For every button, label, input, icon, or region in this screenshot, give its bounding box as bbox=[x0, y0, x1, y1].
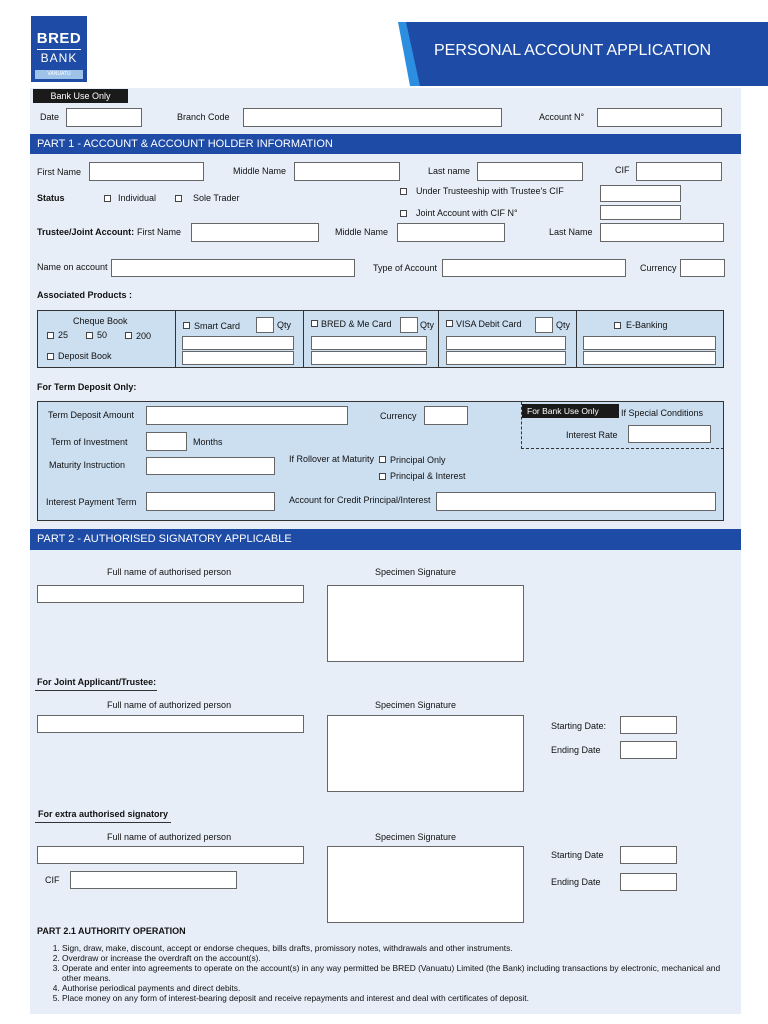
trustee-cif-field[interactable] bbox=[600, 185, 681, 202]
principal-interest-checkbox[interactable] bbox=[379, 473, 386, 480]
visa-debit-checkbox[interactable] bbox=[446, 320, 453, 327]
joint-applicant-heading: For Joint Applicant/Trustee: bbox=[37, 677, 157, 687]
cheque-50-label: 50 bbox=[97, 330, 108, 340]
first-name-label: First Name bbox=[37, 167, 82, 177]
extra-heading-underline bbox=[35, 822, 171, 823]
joint-starting-date-field[interactable] bbox=[620, 716, 677, 734]
specimen-signature-label-2: Specimen Signature bbox=[375, 700, 457, 710]
interest-rate-label: Interest Rate bbox=[566, 430, 618, 440]
extra-ending-date-field[interactable] bbox=[620, 873, 677, 891]
specimen-signature-label-3: Specimen Signature bbox=[375, 832, 457, 842]
date-field[interactable] bbox=[66, 108, 142, 127]
term-deposit-heading: For Term Deposit Only: bbox=[37, 382, 137, 392]
cif-field[interactable] bbox=[636, 162, 722, 181]
products-divider-1 bbox=[175, 310, 176, 368]
bank-use-only-tag: For Bank Use Only bbox=[522, 404, 619, 418]
page-title: PERSONAL ACCOUNT APPLICATION bbox=[434, 42, 712, 59]
extra-starting-date-label: Starting Date bbox=[551, 850, 604, 860]
principal-interest-label: Principal & Interest bbox=[390, 471, 466, 481]
products-divider-3 bbox=[438, 310, 439, 368]
deposit-book-checkbox[interactable] bbox=[47, 353, 54, 360]
joint-name-field[interactable] bbox=[37, 715, 304, 733]
extra-ending-date-label: Ending Date bbox=[551, 877, 601, 887]
smart-card-checkbox[interactable] bbox=[183, 322, 190, 329]
extra-starting-date-field[interactable] bbox=[620, 846, 677, 864]
authority-item: 3. Operate and enter into agreements to operate on the account(s) in any way permitted be BRED (Vanuatu) Limited (the Bank) including transactions by electronic, mechanical and other means. bbox=[62, 963, 738, 983]
cheque-25-label: 25 bbox=[58, 330, 69, 340]
visa-debit-label: VISA Debit Card bbox=[456, 319, 522, 329]
joint-name-label: Full name of authorized person bbox=[107, 700, 232, 710]
associated-products-label: Associated Products : bbox=[37, 290, 133, 300]
first-name-field[interactable] bbox=[89, 162, 204, 181]
part1-heading: PART 1 - ACCOUNT & ACCOUNT HOLDER INFORMATION bbox=[30, 134, 741, 154]
ebanking-line-2[interactable] bbox=[583, 351, 716, 365]
authorised-name-field[interactable] bbox=[37, 585, 304, 603]
td-currency-field[interactable] bbox=[424, 406, 468, 425]
term-investment-label: Term of Investment bbox=[51, 437, 128, 447]
visa-line-2[interactable] bbox=[446, 351, 566, 365]
td-amount-label: Term Deposit Amount bbox=[48, 410, 135, 420]
joint-ending-date-label: Ending Date bbox=[551, 745, 601, 755]
td-amount-field[interactable] bbox=[146, 406, 348, 425]
name-on-account-field[interactable] bbox=[111, 259, 355, 277]
logo-country: VANUATU bbox=[47, 71, 71, 77]
branch-code-label: Branch Code bbox=[177, 112, 230, 122]
joint-account-checkbox[interactable] bbox=[400, 210, 407, 217]
type-of-account-label: Type of Account bbox=[373, 263, 438, 273]
last-name-field[interactable] bbox=[477, 162, 583, 181]
logo-divider bbox=[37, 49, 81, 50]
extra-name-label: Full name of authorized person bbox=[107, 832, 232, 842]
deposit-book-label: Deposit Book bbox=[58, 351, 112, 361]
extra-cif-field[interactable] bbox=[70, 871, 237, 889]
currency-label: Currency bbox=[640, 263, 677, 273]
cif-label: CIF bbox=[615, 165, 630, 175]
sole-trader-checkbox[interactable] bbox=[175, 195, 182, 202]
type-of-account-field[interactable] bbox=[442, 259, 626, 277]
visa-line-1[interactable] bbox=[446, 336, 566, 350]
principal-only-label: Principal Only bbox=[390, 455, 446, 465]
td-currency-label: Currency bbox=[380, 411, 417, 421]
joint-cif-field[interactable] bbox=[600, 205, 681, 220]
cheque-50-checkbox[interactable] bbox=[86, 332, 93, 339]
ebanking-label: E-Banking bbox=[626, 320, 668, 330]
bred-bank-logo bbox=[31, 16, 87, 82]
smart-card-qty-field[interactable] bbox=[256, 317, 274, 333]
trustee-middle-name-field[interactable] bbox=[397, 223, 505, 242]
extra-name-field[interactable] bbox=[37, 846, 304, 864]
joint-account-label: Joint Account with CIF N° bbox=[416, 208, 518, 218]
authority-item: 4. Authorise periodical payments and direct debits. bbox=[62, 983, 738, 993]
name-on-account-label: Name on account bbox=[37, 262, 108, 272]
interest-rate-field[interactable] bbox=[628, 425, 711, 443]
middle-name-field[interactable] bbox=[294, 162, 400, 181]
specimen-signature-box-2[interactable] bbox=[327, 715, 524, 792]
specimen-signature-box-3[interactable] bbox=[327, 846, 524, 923]
bred-me-card-label: BRED & Me Card bbox=[321, 319, 392, 329]
extra-signatory-heading: For extra authorised signatory bbox=[38, 809, 169, 819]
trusteeship-checkbox[interactable] bbox=[400, 188, 407, 195]
account-number-field[interactable] bbox=[597, 108, 722, 127]
products-divider-2 bbox=[303, 310, 304, 368]
authority-item: 1. Sign, draw, make, discount, accept or endorse cheques, bills drafts, promissory notes, withdrawals and other instruments. bbox=[62, 943, 738, 953]
cheque-book-label: Cheque Book bbox=[73, 316, 128, 326]
visa-qty-label: Qty bbox=[556, 320, 571, 330]
bred-me-card-checkbox[interactable] bbox=[311, 320, 318, 327]
authorised-name-label: Full name of authorised person bbox=[107, 567, 232, 577]
joint-heading-underline bbox=[35, 690, 157, 691]
cheque-200-checkbox[interactable] bbox=[125, 332, 132, 339]
part2-heading: PART 2 - AUTHORISED SIGNATORY APPLICABLE bbox=[30, 529, 741, 550]
interest-payment-field[interactable] bbox=[146, 492, 275, 511]
authority-list bbox=[48, 943, 738, 1003]
smart-card-label: Smart Card bbox=[194, 321, 241, 331]
last-name-label: Last name bbox=[428, 166, 471, 176]
maturity-label: Maturity Instruction bbox=[49, 460, 126, 470]
authority-item: 5. Place money on any form of interest-bearing deposit and receive repayments and interest and deal with certificates of deposit. bbox=[62, 993, 738, 1003]
smart-card-line-2[interactable] bbox=[182, 351, 294, 365]
visa-qty-field[interactable] bbox=[535, 317, 553, 333]
trusteeship-label: Under Trusteeship with Trustee's CIF bbox=[416, 186, 564, 196]
months-label: Months bbox=[193, 437, 223, 447]
currency-field[interactable] bbox=[680, 259, 725, 277]
smart-card-qty-label: Qty bbox=[277, 320, 292, 330]
date-label: Date bbox=[40, 112, 60, 122]
logo-brand: BRED bbox=[36, 30, 82, 47]
account-number-label: Account N° bbox=[539, 112, 585, 122]
bred-me-line-1[interactable] bbox=[311, 336, 427, 350]
ebanking-line-1[interactable] bbox=[583, 336, 716, 350]
individual-label: Individual bbox=[118, 193, 157, 203]
authority-item: 2. Overdraw or increase the overdraft on the account(s). bbox=[62, 953, 738, 963]
middle-name-label: Middle Name bbox=[233, 166, 287, 176]
status-label: Status bbox=[37, 193, 65, 203]
joint-starting-date-label: Starting Date: bbox=[551, 721, 607, 731]
logo-sub: BANK bbox=[40, 51, 78, 65]
principal-only-checkbox[interactable] bbox=[379, 456, 386, 463]
bred-me-line-2[interactable] bbox=[311, 351, 427, 365]
bred-me-qty-field[interactable] bbox=[400, 317, 418, 333]
extra-cif-label: CIF bbox=[45, 875, 60, 885]
bank-use-tag: Bank Use Only bbox=[33, 89, 128, 103]
products-divider-4 bbox=[576, 310, 577, 368]
trustee-first-name-label: First Name bbox=[137, 227, 182, 237]
rollover-label: If Rollover at Maturity bbox=[289, 454, 375, 464]
joint-ending-date-field[interactable] bbox=[620, 741, 677, 759]
trustee-middle-name-label: Middle Name bbox=[335, 227, 389, 237]
ebanking-checkbox[interactable] bbox=[614, 322, 621, 329]
special-conditions-label: If Special Conditions bbox=[621, 408, 704, 418]
specimen-signature-box-1[interactable] bbox=[327, 585, 524, 662]
cheque-200-label: 200 bbox=[136, 331, 152, 341]
specimen-signature-label-1: Specimen Signature bbox=[375, 567, 457, 577]
term-investment-field[interactable] bbox=[146, 432, 187, 451]
interest-payment-label: Interest Payment Term bbox=[46, 497, 137, 507]
bred-me-qty-label: Qty bbox=[420, 320, 435, 330]
maturity-field[interactable] bbox=[146, 457, 275, 475]
authority-heading: PART 2.1 AUTHORITY OPERATION bbox=[37, 926, 186, 936]
branch-code-field[interactable] bbox=[243, 108, 502, 127]
trustee-last-name-label: Last Name bbox=[549, 227, 593, 237]
account-credit-field[interactable] bbox=[436, 492, 716, 511]
trustee-joint-label: Trustee/Joint Account: bbox=[37, 227, 135, 237]
trustee-first-name-field[interactable] bbox=[191, 223, 319, 242]
smart-card-line-1[interactable] bbox=[182, 336, 294, 350]
sole-trader-label: Sole Trader bbox=[193, 193, 240, 203]
trustee-last-name-field[interactable] bbox=[600, 223, 724, 242]
cheque-25-checkbox[interactable] bbox=[47, 332, 54, 339]
individual-checkbox[interactable] bbox=[104, 195, 111, 202]
account-credit-label: Account for Credit Principal/Interest bbox=[289, 495, 431, 505]
